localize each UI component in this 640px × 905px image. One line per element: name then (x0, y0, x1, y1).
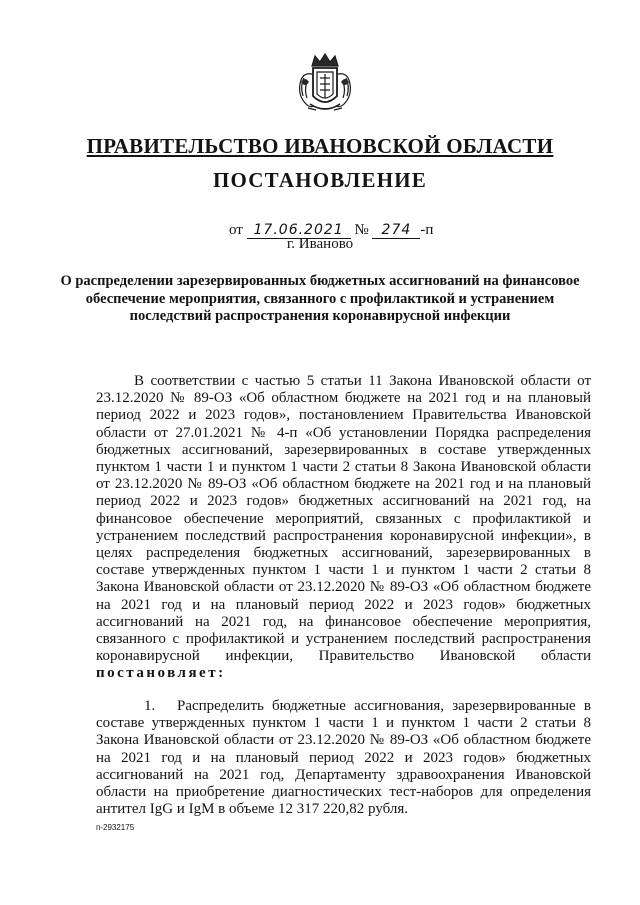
decree-subject: О распределении зарезервированных бюджетных ассигнований на финансовое обеспечение мероприятия, связанного с профилактикой и устранением последствий распространения коронавирусной инфекции (60, 273, 580, 324)
city-name: г. Иваново (286, 236, 354, 252)
resolves-word: постановляет: (96, 665, 226, 682)
government-name: ПРАВИТЕЛЬСТВО ИВАНОВСКОЙ ОБЛАСТИ (86, 134, 554, 158)
decree-number: 274 (372, 222, 420, 239)
from-label: от (229, 222, 243, 238)
document-code: п-2932175 (96, 823, 135, 832)
decree-date: 17.06.2021 (247, 222, 351, 239)
preamble-text: В соответствии с частью 5 статьи 11 Закона Ивановской области от 23.12.2020 № 89-ОЗ «Об областном бюджете на 2021 год и на плановый период 2022 и 2023 годов», постановлением Правительства Ивановской области от 27.01.2021 № 4-п «Об установлении Порядка распределения бюджетных ассигнований, зарезервированных в составе утвержденных пунктом 1 части 1 и пунктом 1 части 2 статьи 8 Закона Ивановской области от 23.12.2020 № 89-ОЗ «Об областном бюджете на 2021 год и на плановый период 2022 и 2023 годов» бюджетных ассигнований на 2021 год, на финансовое обеспечение мероприятий, связанных с профилактикой и устранением последствий распространения коронавирусной инфекции», в целях распределения бюджетных ассигнований, зарезервированных в составе утвержденных пунктом 1 части 1 и пунктом 1 части 2 статьи 8 Закона Ивановской области от 23.12.2020 № 89-ОЗ «Об областном бюджете на 2021 год и на плановый период 2022 и 2023 годов» бюджетных ассигнований на 2021 год, на финансовое обеспечение мероприятия, связанного с профилактикой и устранением последствий распространения коронавирусной инфекции, Правительство Ивановской области (96, 373, 591, 665)
preamble-paragraph (96, 373, 591, 683)
number-label: № (354, 222, 369, 238)
number-suffix: -п (420, 222, 434, 238)
coat-of-arms-icon (296, 52, 354, 114)
item-1-text: Распределить бюджетные ассигнования, зарезервированные в составе утвержденных пунктом 1 части 1 и пунктом 1 части 2 статьи 8 Закона Ивановской области от 23.12.2020 № 89-ОЗ «Об областном бюджете на 2021 год и на плановый период 2022 и 2023 годов» бюджетных ассигнований на 2021 год, Департаменту здравоохранения Ивановской области на приобретение диагностических тест-наборов для определения антител IgG и IgM в объеме 12 317 220,82 рубля. (96, 698, 591, 818)
item-1-paragraph (96, 698, 591, 818)
document-type-title: ПОСТАНОВЛЕНИЕ (212, 168, 428, 192)
item-1-number: 1. (144, 698, 156, 714)
